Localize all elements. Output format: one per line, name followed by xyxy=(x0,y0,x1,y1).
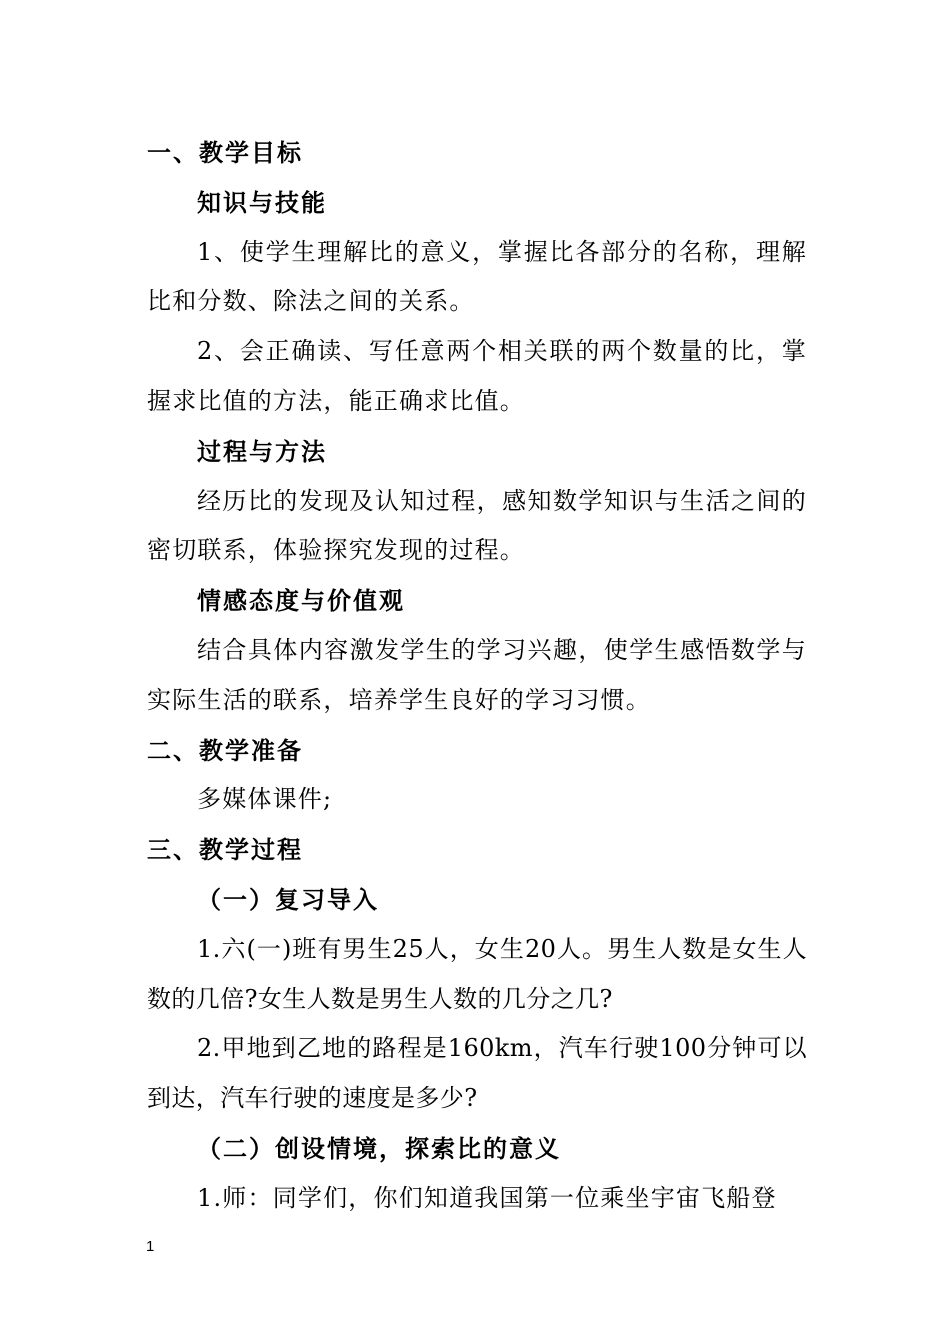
page-number: 1 xyxy=(146,1238,155,1255)
subsection-heading: 过程与方法 xyxy=(197,436,327,466)
document-body xyxy=(147,128,807,1224)
paragraph: 经历比的发现及认知过程，感知数学知识与生活之间的密切联系，体验探究发现的过程。 xyxy=(147,486,807,565)
section-heading: 二、教学准备 xyxy=(147,735,303,765)
paragraph: 1.师：同学们，你们知道我国第一位乘坐宇宙飞船登 xyxy=(197,1183,777,1212)
paragraph: 多媒体课件; xyxy=(197,785,333,814)
subsection-heading: （一）复习导入 xyxy=(197,884,379,914)
subsection-heading: 情感态度与价值观 xyxy=(197,586,405,616)
section-heading: 三、教学过程 xyxy=(147,835,303,865)
paragraph: 2、会正确读、写任意两个相关联的两个数量的比，掌握求比值的方法，能正确求比值。 xyxy=(147,337,807,415)
subsection-heading: （二）创设情境，探索比的意义 xyxy=(197,1133,561,1163)
paragraph: 结合具体内容激发学生的学习兴趣，使学生感悟数学与实际生活的联系，培养学生良好的学习习惯。 xyxy=(147,635,807,714)
paragraph: 1、使学生理解比的意义，掌握比各部分的名称，理解比和分数、除法之间的关系。 xyxy=(147,237,807,316)
paragraph: 1.六(一)班有男生25人，女生20人。男生人数是女生人数的几倍?女生人数是男生人数的几分之几? xyxy=(147,934,807,1013)
paragraph: 2.甲地到乙地的路程是160km，汽车行驶100分钟可以到达，汽车行驶的速度是多少? xyxy=(147,1034,807,1113)
section-heading: 一、教学目标 xyxy=(147,138,303,167)
subsection-heading: 知识与技能 xyxy=(197,187,327,217)
